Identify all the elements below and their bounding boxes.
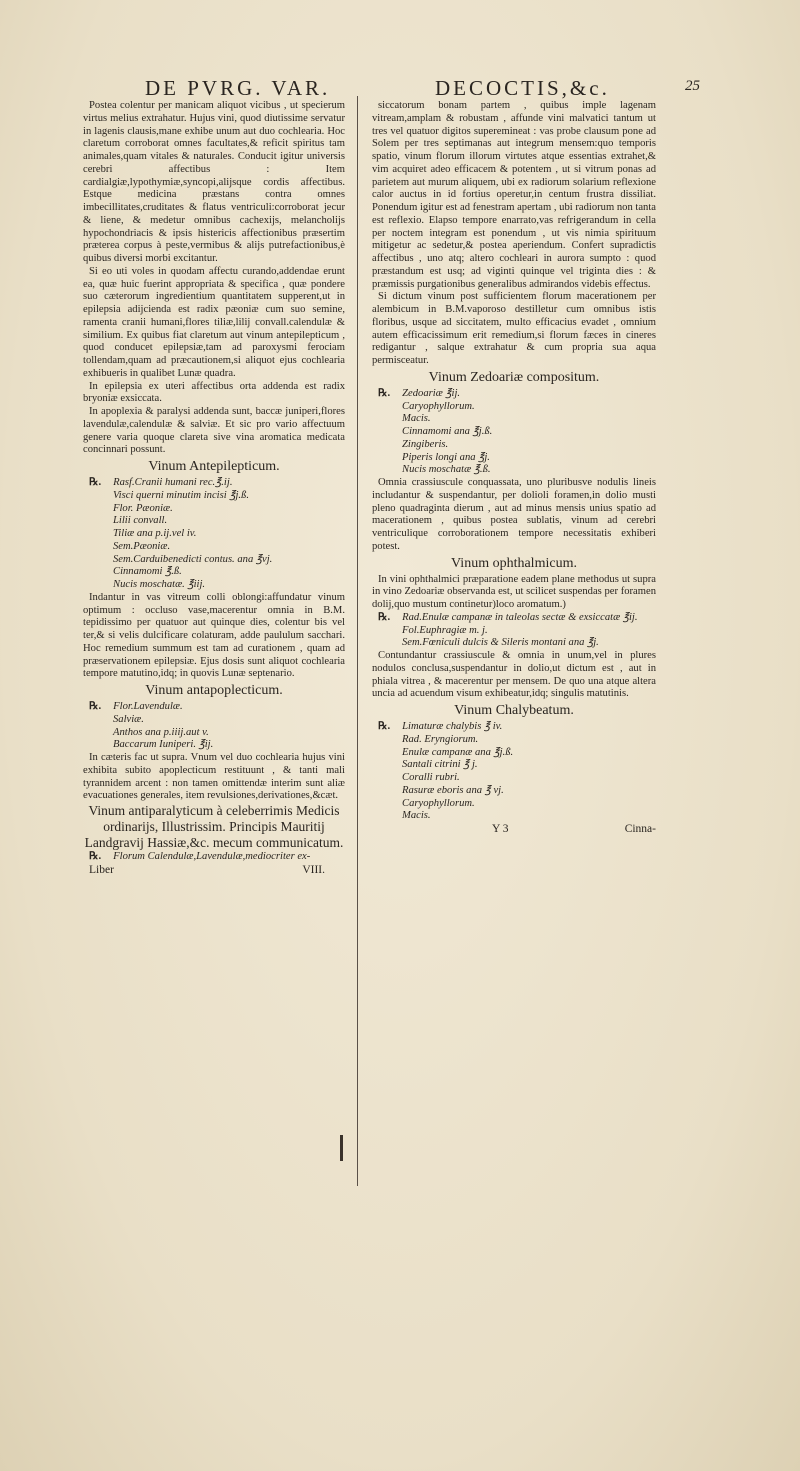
left-column (83, 100, 345, 877)
ingredient-line: Santali citrini ℥ j. (402, 759, 478, 771)
ingredient-line: Coralli rubri. (402, 772, 460, 783)
ingredient-line: Lilii convall. (113, 515, 168, 527)
recipe-ingredients (372, 388, 656, 477)
paragraph: Contundantur crassiuscule & omnia in unum,vel in plures nodulos conclusa,suspendantur in dolio,ut dictum est , aut in phiala vitrea , & macerentur per mensem. De quo una atque altera uncia ad acuendum visum exhibeatur,idq; singulis matutinis. (372, 650, 656, 700)
recipe-title-large: Vinum antiparalyticum à celeberrimis Medicis ordinarijs, Illustrissim. Principis Mauritij Landgravij Hassiæ,&c. mecum communicatum. (84, 803, 344, 850)
header-left-title: DE PVRG. VAR. (145, 76, 331, 100)
ingredient-line: Cinnamomi ℥.ß. (113, 566, 182, 578)
ingredient-line: Enulæ campanæ ana ℥j.ß. (402, 746, 514, 758)
ingredient-line: Sem.Fœniculi dulcis & Sileris montani ana ℥j. (402, 637, 599, 649)
paragraph: Omnia crassiuscule conquassata, uno pluribusve nodulis lineis includantur & suspendantur, per dolioli foramen,in dolio musti pleno quadraginta dierum , aut ad minus mensis unius spatio ad macerationem , quibus postea sublatis, vinum ad cerebri ventriculique corroborationem tempore necessitatis exhiberi potest. (372, 477, 656, 552)
paragraph: In apoplexia & paralysi addenda sunt, baccæ juniperi,flores lavendulæ,calendulæ & salviæ. Et sic pro vario affectuum genere varia quoque clareta sive vina aromatica medicata concinnari possunt. (83, 406, 345, 456)
ingredient-line: ℞. Rad.Enulæ campanæ in taleolas sectæ & exsiccatæ ℥ij. (378, 611, 638, 623)
signature-mark: VIII. (302, 863, 325, 876)
ingredient-line: Macis. (402, 413, 431, 425)
recipe-symbol: ℞. (378, 611, 391, 623)
ingredient-line: Macis. (402, 810, 431, 822)
ingredient-line: Tiliæ ana p.ij.vel iv. (113, 528, 197, 539)
ingredient-line: ℞. Florum Calendulæ,Lavendulæ,mediocriter ex- (89, 851, 311, 862)
catchword: Cinna- (624, 823, 656, 835)
ingredient-line: Rasuræ eboris ana ℥ vj. (402, 784, 504, 796)
recipe-ingredients (372, 612, 656, 650)
ingredient-line: Caryophyllorum. (402, 400, 475, 412)
paragraph: Si eo uti voles in quodam affectu curando,addendae erunt ea, quæ huic fuerint appropriata & specifica , quæ pondere suo cæterorum ingredientium quantitatem supperent,ut in epilepsia adijcienda est radix pæoniæ cum suo semine, ramenta cranii humani,flores tiliæ,lilij convall.calendulæ & similium. Ex quibus fiat claretum aut vinum antepilepticum , quod conducet epilepsiæ,tam ad paroxysmi ferociam tollendam,quam ad præcautionem,si aliquot ejus cochlearia exhibueris in qualibet Lunæ quadra. (83, 265, 345, 379)
column-divider (357, 96, 358, 1186)
ingredient-line: Baccarum Iuniperi. ℥ij. (113, 739, 214, 751)
ingredient-line: Piperis longi ana ℥j. (402, 451, 490, 463)
signature-line (372, 823, 656, 836)
ingredient-line: Caryophyllorum. (402, 797, 475, 809)
recipe-ingredients (83, 477, 345, 592)
ingredient-line: Anthos ana p.iiij.aut v. (113, 726, 209, 738)
recipe-ingredients (83, 701, 345, 752)
recipe-ingredients (372, 721, 656, 823)
paragraph: Si dictum vinum post sufficientem florum macerationem per alembicum in B.M.vaporoso destilletur cum omnibus istis floribus, usque ad siccitatem, multo efficacius evadet , omnium autem efficacissimum erit remedium,si florum fæces in cineres redigantur , salque extrahatur & cum propria sua aqua permisceatur. (372, 291, 656, 366)
recipe-symbol: ℞. (89, 477, 102, 488)
recipe-symbol: ℞. (89, 701, 102, 712)
signature-line (83, 864, 345, 877)
recipe-symbol: ℞. (378, 721, 391, 732)
paragraph: In cæteris fac ut supra. Vnum vel duo cochlearia hujus vini exhibita subito apoplecticum restituunt , & tanti mali tyrannidem arcent : non tamen omittendæ interim sunt aliæ evacuationes generales, item revulsiones,derivationes,&cæt. (83, 752, 345, 802)
recipe-title: Vinum Chalybeatum. (454, 703, 574, 718)
recipe-symbol: ℞. (89, 851, 102, 862)
ingredient-line: ℞. Rasf.Cranii humani rec.℥.ij. (89, 477, 233, 488)
ingredient-line: ℞. Flor.Lavendulæ. (89, 701, 183, 712)
ingredient-line: Sem.Pæoniæ. (113, 540, 171, 552)
margin-mark (340, 1135, 343, 1161)
ingredient-line: Nucis moschatæ ℥.ß. (402, 464, 491, 476)
paragraph: In vini ophthalmici præparatione eadem plane methodus ut supra in vino Zedoariæ observanda est, ut scilicet suspendas per foramen dolij,quo mustum continetur)loco aromatum.) (372, 573, 656, 610)
ingredient-line: Rad. Eryngiorum. (402, 733, 479, 745)
right-column (372, 100, 656, 836)
header-right-title: DECOCTIS,&c. (435, 76, 610, 100)
page-number: 25 (685, 78, 700, 94)
running-header (145, 76, 705, 102)
ingredient-line: Salviæ. (113, 713, 144, 725)
ingredient-line: ℞. Zedoariæ ℥ij. (378, 387, 461, 399)
recipe-title: Vinum antapoplecticum. (145, 683, 283, 698)
ingredient-line: Cinnamomi ana ℥j.ß. (402, 426, 493, 437)
recipe-title: Vinum ophthalmicum. (451, 555, 577, 571)
recipe-symbol: ℞. (378, 387, 391, 399)
catchword: Liber (89, 863, 114, 876)
ingredient-line: Flor. Pæoniæ. (113, 502, 173, 514)
ingredient-line: Zingiberis. (402, 438, 449, 450)
recipe-title: Vinum Zedoariæ compositum. (428, 369, 600, 385)
signature-mark: Y 3 (492, 823, 509, 835)
recipe-title: Vinum Antepilepticum. (148, 459, 280, 474)
ingredient-line: Sem.Carduibenedicti contus. ana ℥vj. (113, 553, 273, 565)
paragraph: siccatorum bonam partem , quibus imple lagenam vitream,amplam & robustam , affunde vini malvatici tantum ut tres vel quatuor digitos superemineat : vas probe clausum pone ad Solem per tres septimanas aut integrum mensem:quo temporis spatio, vinum florum illorum virtutes atque essentias extrahet,& vim acquiret adeo efficacem & potentem , ut si vitrum ponas ad parietem aut murum aliquem, ubi ex radiorum solarium reflexione calor auctus in id fortius operetur,in centum frustra dissiliat. Ponendum igitur est ad fenestram apertam , ubi radiorum non tanta est reflexio. Elapso tempore enarrato,vas refrigerandum in cella per noctem integram est ponendum , ut vis nimia spirituum mitigetur ac sedetur,& postea aperiendum. Confert supradictis affectibus , uno atq; altero cochleari in aurora sumpto : quod præstandum est usq; ad viginti quinque vel triginta dies : & præmissis purgationibus generalibus admirandos videbis effectus. (372, 100, 656, 290)
ingredient-line: Nucis moschatæ. ℥iij. (113, 579, 206, 590)
ingredient-line: ℞. Limaturæ chalybis ℥ iv. (378, 721, 503, 732)
paragraph: Postea colentur per manicam aliquot vicibus , ut specierum virtus melius extrahatur. Hujus vini, quod diutissime servatur in lagenis clausis,mane exhibe unum aut duo cochlearia. Hoc claretum corroborat omnes facultates,& reficit spiritus tam animales,quam vitales & naturales. Conducit igitur universis cerebri affectibus : Item cardialgiæ,lypothymiæ,syncopi,alijsque cordis affectibus. Estque medicina præstans contra omnes imbecillitates,cruditates & flatus ventriculi:corroborat jecur & liene, & medetur omnibus cachexijs, melancholijs hypochondriacis & ipsis histericis affectionibus præsertim præterea corpus à peste,vermibus & alijs putrefactionibus,è quibus diversi morbi excitantur. (83, 100, 345, 264)
ingredient-line: Fol.Euphragiæ m. j. (402, 624, 488, 636)
paragraph: In epilepsia ex uteri affectibus orta addenda est radix bryoniæ exsiccata. (83, 380, 345, 405)
paragraph: Indantur in vas vitreum colli oblongi:affundatur vinum optimum : occluso vase,macerentur omnia in B.M. tepidissimo per quatuor aut quinque dies, colentur bis vel ter,& si velis dulcificare colaturam, adde paululum sacchari. Hoc remedium summum est tam ad curationem , quam ad præservationem epilepsiæ. Ejus dosis sunt aliquot cochlearia tempore matutino,idq; in quovis Lunæ septenario. (83, 591, 345, 680)
ingredient-line: Visci querni minutim incisi ℥j.ß. (113, 489, 249, 501)
